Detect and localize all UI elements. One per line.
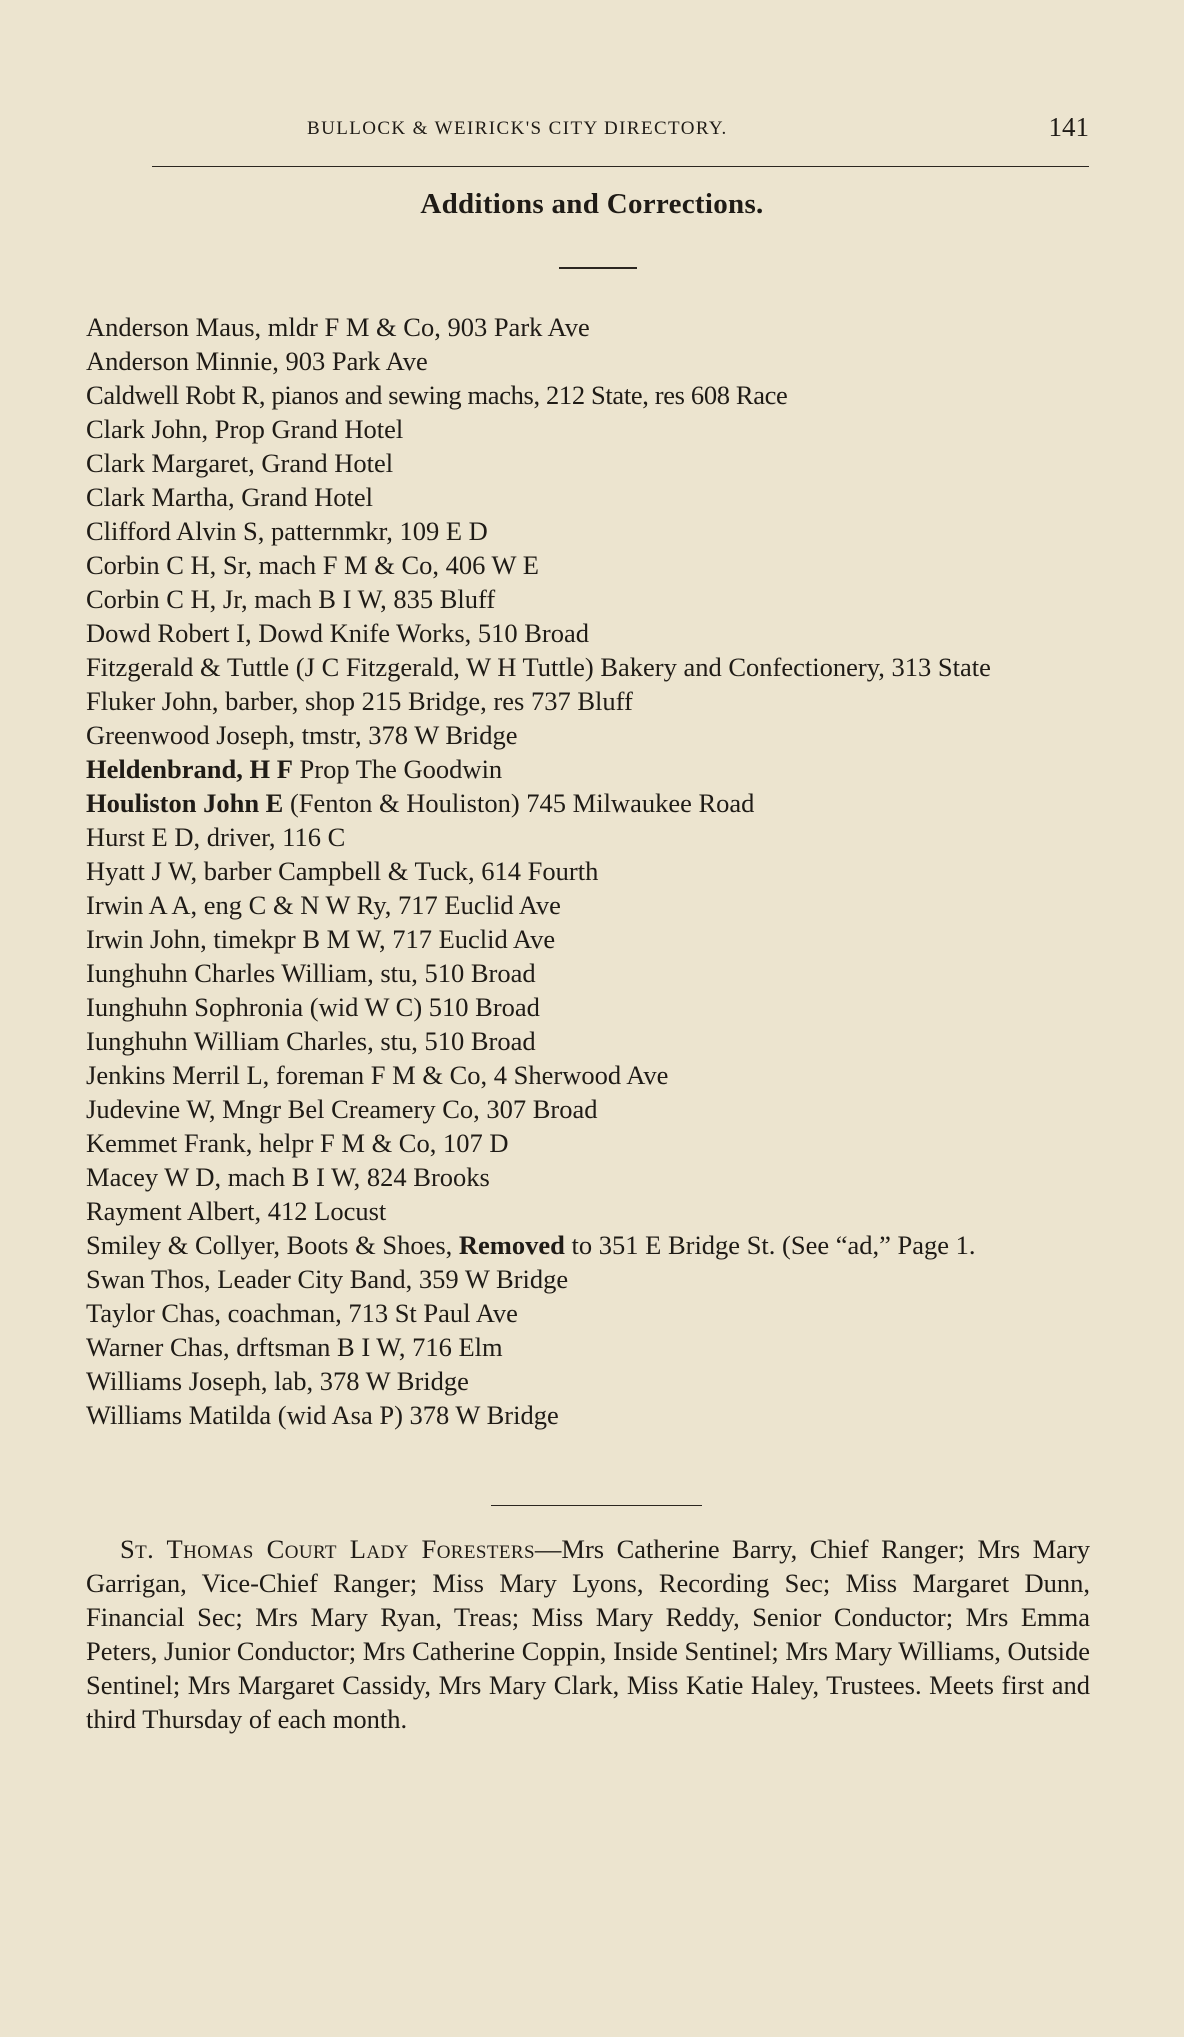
list-item: Clark Margaret, Grand Hotel	[86, 448, 394, 478]
list-item: Houliston John E (Fenton & Houliston) 745 Milwaukee Road	[86, 788, 755, 818]
list-item: Warner Chas, drftsman B I W, 716 Elm	[86, 1332, 503, 1362]
list-item: Jenkins Merril L, foreman F M & Co, 4 Sherwood Ave	[86, 1060, 669, 1090]
list-item: Judevine W, Mngr Bel Creamery Co, 307 Broad	[86, 1094, 598, 1124]
list-item: Hyatt J W, barber Campbell & Tuck, 614 Fourth	[86, 856, 599, 886]
list-item: Clark John, Prop Grand Hotel	[86, 414, 404, 444]
running-title: BULLOCK & WEIRICK'S CITY DIRECTORY.	[307, 118, 728, 139]
running-head	[152, 110, 1089, 154]
list-item: Clifford Alvin S, patternmkr, 109 E D	[86, 516, 488, 546]
list-item: Clark Martha, Grand Hotel	[86, 482, 373, 512]
section-divider	[491, 1505, 702, 1506]
society-text: —Mrs Catherine Barry, Chief Ranger; Mrs Mary Garrigan, Vice-Chief Ranger; Miss Mary Lyons, Recording Sec; Miss Margaret Dunn, Financial Sec; Mrs Mary Ryan, Treas; Miss Mary Reddy, Senior Conductor; Mrs Emma Peters, Junior Conductor; Mrs Catherine Coppin, Inside Sentinel; Mrs Mary Williams, Outside Sentinel; Mrs Margaret Cassidy, Mrs Mary Clark, Miss Katie Haley, Trustees. Meets first and third Thursday of each month.	[86, 1534, 1090, 1734]
list-item: Anderson Minnie, 903 Park Ave	[86, 346, 428, 376]
society-notice	[86, 1532, 1090, 1736]
list-item: Taylor Chas, coachman, 713 St Paul Ave	[86, 1298, 518, 1328]
list-item: Irwin John, timekpr B M W, 717 Euclid Ave	[86, 924, 556, 954]
list-item: Williams Joseph, lab, 378 W Bridge	[86, 1366, 469, 1396]
list-item: Heldenbrand, H F Prop The Goodwin	[86, 754, 503, 784]
list-item: Fitzgerald & Tuttle (J C Fitzgerald, W H Tuttle) Bakery and Confectionery, 313 State	[86, 652, 991, 682]
list-item: Macey W D, mach B I W, 824 Brooks	[86, 1162, 490, 1192]
header-rule	[152, 166, 1089, 167]
list-item: Swan Thos, Leader City Band, 359 W Bridge	[86, 1264, 569, 1294]
list-item: Dowd Robert I, Dowd Knife Works, 510 Broad	[86, 618, 590, 648]
entries-list	[86, 310, 1090, 1432]
list-item: Williams Matilda (wid Asa P) 378 W Bridge	[86, 1400, 559, 1430]
list-item: Kemmet Frank, helpr F M & Co, 107 D	[86, 1128, 509, 1158]
list-item: Iunghuhn Sophronia (wid W C) 510 Broad	[86, 992, 540, 1022]
list-item: Fluker John, barber, shop 215 Bridge, res 737 Bluff	[86, 686, 633, 716]
list-item: Hurst E D, driver, 116 C	[86, 822, 346, 852]
title-rule	[559, 267, 637, 269]
list-item: Anderson Maus, mldr F M & Co, 903 Park Ave	[86, 312, 590, 342]
list-item: Iunghuhn Charles William, stu, 510 Broad	[86, 958, 536, 988]
section-title: Additions and Corrections.	[420, 188, 764, 220]
list-item: Rayment Albert, 412 Locust	[86, 1196, 387, 1226]
list-item: Smiley & Collyer, Boots & Shoes, Removed to 351 E Bridge St. (See “ad,” Page 1.	[86, 1230, 976, 1260]
list-item: Corbin C H, Jr, mach B I W, 835 Bluff	[86, 584, 496, 614]
society-name: St. Thomas Court Lady Foresters	[120, 1534, 535, 1564]
list-item: Corbin C H, Sr, mach F M & Co, 406 W E	[86, 550, 539, 580]
list-item: Iunghuhn William Charles, stu, 510 Broad	[86, 1026, 536, 1056]
list-item: Greenwood Joseph, tmstr, 378 W Bridge	[86, 720, 518, 750]
list-item: Irwin A A, eng C & N W Ry, 717 Euclid Ave	[86, 890, 561, 920]
page-number: 141	[1048, 112, 1089, 142]
list-item: Caldwell Robt R, pianos and sewing machs, 212 State, res 608 Race	[86, 380, 788, 410]
